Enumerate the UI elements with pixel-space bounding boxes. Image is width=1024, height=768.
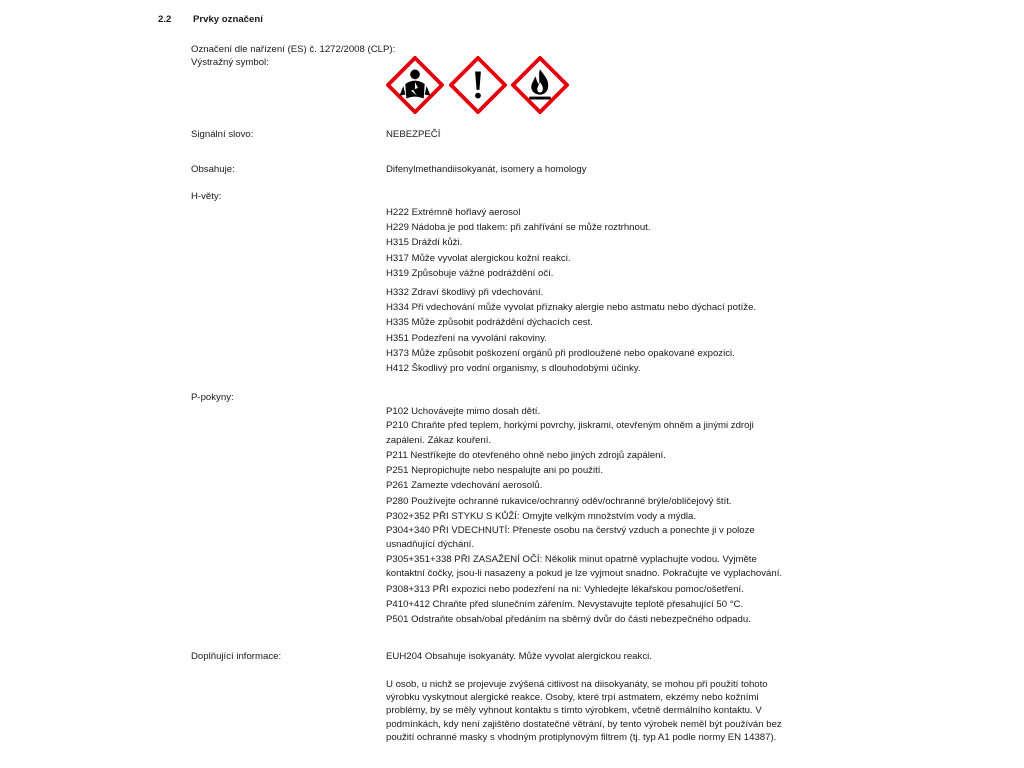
h-statement: H229 Nádoba je pod tlakem: při zahřívání se může roztrhnout.: [386, 222, 651, 234]
p-statement: P251 Nepropichujte nebo nespalujte ani po použití.: [386, 465, 604, 477]
section-number: 2.2: [158, 14, 172, 25]
h-statement: H334 Při vdechování může vyvolat příznaky alergie nebo astmatu nebo dýchací potíže.: [386, 302, 757, 314]
h-statement: H412 Škodlivý pro vodní organismy, s dlouhodobými účinky.: [386, 362, 641, 374]
p-statement: P102 Uchovávejte mimo dosah dětí.: [386, 406, 541, 417]
section-title: Prvky označení: [193, 14, 263, 25]
p-statement: P211 Nestříkejte do otevřeného ohně nebo jiných zdrojů zapálení.: [386, 450, 666, 461]
regulation-label: Označení dle nařízení (ES) č. 1272/2008 (CLP):: [191, 44, 396, 55]
p-statement: P302+352 PŘI STYKU S KŮŽÍ: Omyjte velkým množstvím vody a mýdla.: [386, 510, 697, 522]
signal-word-value: NEBEZPEČÍ: [386, 129, 441, 140]
p-statement: P501 Odstraňte obsah/obal předáním na sběrný dvůr do části nebezpečného odpadu.: [386, 613, 751, 625]
h-statement: H315 Dráždí kůži.: [386, 237, 463, 249]
p-statement: P410+412 Chraňte před slunečním zářením. Nevystavujte teplotě přesahující 50 °C.: [386, 598, 744, 610]
h-statement: H332 Zdraví škodlivý při vdechování.: [386, 287, 544, 298]
h-statement: H319 Způsobuje vážné podráždění očí.: [386, 267, 554, 279]
h-statements-label: H-věty:: [191, 191, 222, 202]
h-statement: H351 Podezření na vyvolání rakoviny.: [386, 332, 547, 344]
p-statement: P280 Používejte ochranné rukavice/ochranný oděv/ochranné brýle/obličejový štít.: [386, 495, 732, 507]
symbol-label: Výstražný symbol:: [191, 57, 269, 68]
p-statements-label: P-pokyny:: [191, 392, 234, 403]
h-statement: H222 Extrémně hořlavý aerosol: [386, 207, 521, 218]
p-statement: P308+313 PŘI expozici nebo podezření na ni: Vyhledejte lékařskou pomoc/ošetření.: [386, 583, 744, 595]
h-statements-group-2: [386, 285, 756, 376]
hazard-pictograms: [386, 56, 571, 112]
contains-label: Obsahuje:: [191, 164, 235, 175]
h-statement: H317 Může vyvolat alergickou kožní reakci.: [386, 252, 571, 264]
p-statement: P261 Zamezte vdechování aerosolů.: [386, 480, 543, 492]
additional-info-value: EUH204 Obsahuje isokyanáty. Může vyvolat alergickou reakci.: [386, 651, 652, 662]
additional-info-paragraph: U osob, u nichž se projevuje zvýšená citlivost na diisokyanáty, se mohou při použití tohoto výrobku vyskytnout alergické reakce. Osoby, které trpí astmatem, ekzémy nebo kožními problémy, by se měly vyhnout kontaktu s tímto výrobkem, včetně dermálního kontaktu. V podmínkách, kdy není zajištěno dostatečné větrání, by tento výrobek neměl být používán bez použití ochranné masky s vhodným protiplynovým filtrem (tj. typ A1 podle normy EN 14387).: [386, 679, 782, 743]
h-statements-group-1: [386, 205, 651, 281]
h-statement: H335 Může způsobit podráždění dýchacích cest.: [386, 317, 593, 329]
p-statement: P210 Chraňte před teplem, horkými povrchy, jiskrami, otevřeným ohněm a jinými zdroji zapálení. Zákaz kouření.: [386, 420, 754, 446]
health-hazard-icon: [386, 56, 444, 114]
additional-info-label: Doplňující informace:: [191, 651, 282, 662]
h-statement: H373 Může způsobit poškození orgánů při prodloužené nebo opakované expozici.: [386, 347, 735, 359]
exclamation-mark-icon: [449, 56, 507, 114]
signal-word-label: Signální slovo:: [191, 129, 254, 140]
p-statements-list: [386, 404, 786, 627]
p-statement: P305+351+338 PŘI ZASAŽENÍ OČÍ: Několik minut opatrně vyplachujte vodou. Vyjměte kontaktní čočky, jsou-li nasazeny a pokud je lze vyjmout snadno. Pokračujte ve vyplachování.: [386, 553, 783, 580]
p-statement: P304+340 PŘI VDECHNUTÍ: Přeneste osobu na čerstvý vzduch a ponechte ji v poloze usnadňující dýchání.: [386, 524, 755, 551]
flame-icon: [511, 56, 569, 114]
contains-value: Difenylmethandiisokyanát, isomery a homology: [386, 164, 587, 175]
